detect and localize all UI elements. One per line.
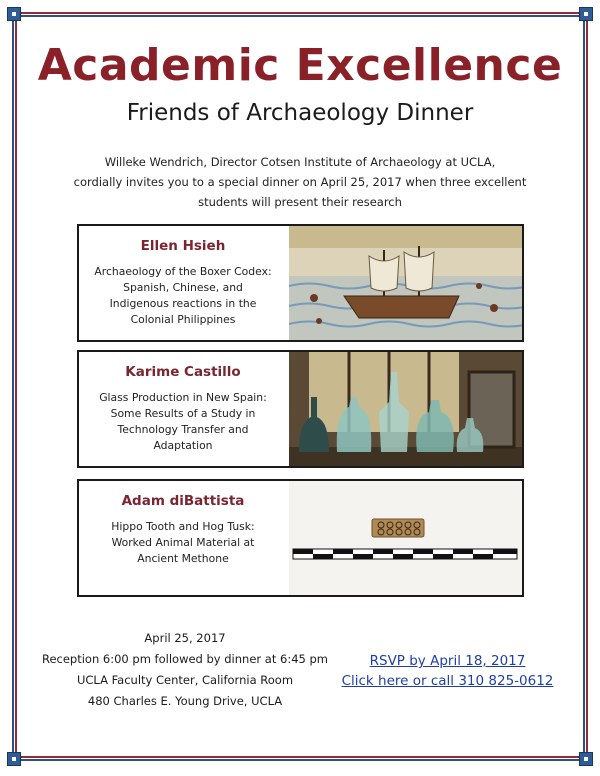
corner-ornament-icon <box>7 7 21 21</box>
event-schedule: Reception 6:00 pm followed by dinner at 6:45 pm <box>41 652 328 666</box>
event-details <box>40 628 330 712</box>
invitation-line: Willeke Wendrich, Director Cotsen Institute of Archaeology at UCLA, <box>104 155 496 169</box>
rsvp-section <box>330 651 565 691</box>
page-subtitle: Friends of Archaeology Dinner <box>126 100 474 126</box>
presenter-name: Adam diBattista <box>121 493 245 509</box>
presenter-info <box>79 352 287 466</box>
event-date: April 25, 2017 <box>144 631 226 645</box>
glass-bottles-photo-icon <box>289 352 522 466</box>
border-top <box>12 12 588 17</box>
presenter-topic: Glass Production in New Spain: Some Results of a Study in Technology Transfer and Adaptation <box>99 391 267 452</box>
rsvp-contact-link[interactable]: Click here or call 310 825-0612 <box>341 673 554 689</box>
border-bottom <box>12 756 588 761</box>
corner-ornament-icon <box>579 752 593 766</box>
presenter-info <box>79 226 287 340</box>
presenter-card <box>77 350 524 468</box>
invitation-text <box>70 152 530 212</box>
presenter-topic: Hippo Tooth and Hog Tusk: Worked Animal Material at Ancient Methone <box>111 520 255 565</box>
galleon-illustration-icon <box>289 226 522 340</box>
presenter-name: Karime Castillo <box>125 364 241 380</box>
page-title: Academic Excellence <box>37 40 563 91</box>
rsvp-deadline-link[interactable]: RSVP by April 18, 2017 <box>369 653 526 669</box>
corner-ornament-icon <box>7 752 21 766</box>
event-address: 480 Charles E. Young Drive, UCLA <box>87 694 283 708</box>
corner-ornament-icon <box>579 7 593 21</box>
presenter-name: Ellen Hsieh <box>140 238 226 254</box>
presenter-info <box>79 481 287 595</box>
event-venue: UCLA Faculty Center, California Room <box>76 673 294 687</box>
invitation-line: students will present their research <box>198 195 402 209</box>
carved-artifact-scale-icon <box>289 481 522 595</box>
presenter-card <box>77 479 524 597</box>
presenter-topic: Archaeology of the Boxer Codex: Spanish, Chinese, and Indigenous reactions in the Colonial Philippines <box>94 265 272 326</box>
presenter-card <box>77 224 524 342</box>
invitation-line: cordially invites you to a special dinner on April 25, 2017 when three excellent <box>73 175 527 189</box>
